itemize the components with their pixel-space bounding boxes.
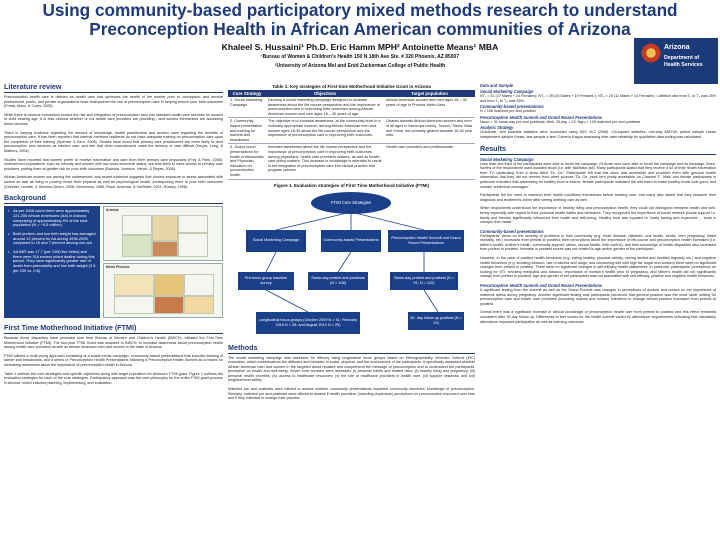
ftmi-p3: Table 1 outlines the core strategies and specific objectives along with target population for Arizona's FTMI grant. Figure 1 outlines the evaluation strategies for each of the core strategies. Participatory approach was the core philosophy for the entire FTMI grant process in Arizona, which included planning, implementing, and evaluation. bbox=[4, 371, 223, 385]
background-item: • AA IMR was 17.7 (per 1000 live births) and there were 316 excess infant deaths during this period. They have significantly greater rate of death from prematurity and low birth weight (3.5 per 100 vs. 0.6) bbox=[8, 250, 96, 274]
map-region bbox=[152, 241, 178, 257]
table-cell: 2. Community-based presentation and training for barbers and beauticians bbox=[228, 118, 266, 144]
metro-phoenix-map bbox=[103, 263, 223, 318]
map-region bbox=[178, 233, 208, 257]
results-community-body2: However, in the case of positive health behaviors (e.g. eating healthy, physical activity, seeing dentist and dentists regularly etc.) and negative health behaviors (e.g. smoking tobacco, use of alcohol and drugs, and consuming diet with high fat, sugar and sodium) there were no significant changes from pretest to posttest. There were no significant changes in self-efficacy health statements. In particular, participants' perceptions on looking for STI, smoking marijuana and tobacco, importance of woman's health prior to pregnancy, and father's health did not significantly change from pretest to posttest. Age and gender of the participants was not associated with self-efficacy, positive and negative health behaviors. bbox=[480, 256, 716, 279]
table-cell: Develop a social marketing campaign designed to increase awareness about the life course perspective and the importance of preconception care in improving birth outcomes among African American women and men ages 18 – 30 years of age. bbox=[266, 97, 384, 118]
results-summit-body2: Overall there was a significant increase in clinical knowledge of preconception health care from pretest to posttest and this effect remained consistent after 30-day follow-up. Differences in test scores for the health summit varied by attendance requirements indicating that mandatory attendance impacted participation as well as learning outcomes. bbox=[480, 310, 716, 324]
results-social-body2: Participants felt the need to research their health conditions themselves before seeking care, and many also stated that they research their diagnosis and treatments online after seeing seeking care as well. bbox=[480, 193, 716, 202]
figure-title: Figure 1. Evaluation strategies of First Time Motherhood Initiative (FTMI) bbox=[274, 182, 429, 188]
authors: Khaleel S. Hussaini¹ Ph.D. Eric Hamm MPH² Antoinette Means¹ MBA bbox=[221, 42, 499, 52]
results-community-body: Participants' views on the severity of problems in their community (e.g. heart disease, diabetes, oral health, stroke, teen pregnancy, infant mortality, etc.) increased from pretest to posttest; their perceptions about the importance of life-course and preconception health increased (i.e. father's health, mother's health, community support, stress, sexual health, birth control); and their knowledge of health disparities also increased from pretest to posttest. Increase in posttest scores was not related to age and/or gender of the participant. bbox=[480, 233, 716, 252]
table-header: Core Strategy bbox=[228, 90, 266, 97]
map-region bbox=[184, 296, 214, 314]
table-header: Target population bbox=[384, 90, 475, 97]
table-row bbox=[228, 118, 475, 144]
table-title: Table 1: Key strategies of First-time Motherhood Initiative Grant in Arizona bbox=[272, 84, 431, 89]
figure-box-followup: 30- day follow-up posttest (N = 23) bbox=[408, 312, 464, 330]
table-cell: Increase awareness about the life course perspective and the importance of preconception care in improving birth outcomes among physicians, health care providers makers, as well as health care policy makers. This increase in knowledge is intended to result in the integration of preconception care into clinical practice and program policies. bbox=[266, 144, 384, 179]
table-cell: African American women and men ages 18 – 30 years of age in Phoenix Metro Area bbox=[384, 97, 475, 118]
table-row bbox=[228, 144, 475, 179]
results-community-title: Community-based presentations bbox=[480, 228, 544, 234]
community-sample-title: Community-based presentations bbox=[480, 104, 544, 110]
methods-title: Methods bbox=[228, 343, 475, 354]
sun-emblem-icon bbox=[640, 42, 662, 64]
map-region bbox=[122, 215, 152, 235]
background-item: • Both preterm and low birth weight has averaged around 12 percent for AA during 1998-2008 compared to 10 and 7 percent among non-AA. bbox=[8, 232, 96, 246]
figure-box-prefocus: Pre-focus group baseline survey bbox=[238, 272, 294, 290]
title-line-1: Using community-based participatory mixed methods research to understand bbox=[42, 0, 678, 20]
figure-box-social: Social Marketing Campaign bbox=[246, 230, 306, 252]
arizona-map-label: Arizona bbox=[106, 208, 119, 213]
lit-review-p1: Preconception health care is defined as health care that optimizes the health of the mother prior to conception; and several professional, public, and private organizations have championed the use of preconception care in helping reduce poor birth outcomes (Freda, Moos, & Curtis, 2006). bbox=[4, 95, 223, 109]
figure-box-sameday-left: Same-day pretest and posttests (N = 108) bbox=[308, 272, 368, 290]
lit-review-p3: There is varying evidence regarding the amount of knowledge, health practitioners and women have regarding the benefits of preconception care. It has been reported that internal medicine residents do not have adequate training on preconception care upon the completion of their training (Spencer & Kern, 2008). Studies have found that primary care practitioners are more likely to view preconception care services as elective care, and feel that other commitments make the delivery of care difficult (Heyes, Long, & Mathers, 2004). bbox=[4, 130, 223, 153]
results-summit-body: A significant finding from the summit as well as the Grand Rounds was changes in perceptions of doctors and nurses on the importance of maternal stress during pregnancy. Another significant finding was participants perceived that general practice was the most 'ideal' setting for preconception care and health care providers (including doctors and nurses) intentions to change clinical practice increased from pretest to posttest. bbox=[480, 288, 716, 306]
figure-box-longitudinal: Longitudinal focus groups (October 2009 N = 51; February 2010 N = 39; and August 2010 N = 25) bbox=[256, 312, 360, 334]
affiliation-2: ²University of Arizona Mel and Enid Zuckerman College of Public Health bbox=[274, 63, 446, 69]
ftmi-title: First Time Motherhood Initiative (FTMI) bbox=[4, 323, 223, 334]
evaluation-figure bbox=[228, 190, 475, 340]
poster-title bbox=[0, 1, 720, 39]
affiliation-1: ¹Bureau of Women & Children's Health 150 N 18th Ave Ste. # 320 Phoenix, AZ 85007 bbox=[260, 54, 460, 60]
results-social-body3: While respondents understood the importance of healthy living and preconception health, they could not distinguish between health and well-being especially with regard to their personal health habits and behaviors. They recognized the importance of social network (social support i.e. family and friends) significantly influenced their health and well-being. Healthy food was equated to "nasty tasting and expensive…. soda is cheaper then water." bbox=[480, 206, 716, 225]
table-cell: 1. Social Marketing Campaign bbox=[228, 97, 266, 118]
ftmi-p1: Because these disparities have persisted over time Bureau of Women and Children's Health (BWCH), initiated the First-Time Motherhood Initiative (FTMI). The two-year FTMI Grant was awarded to BWCH, to increase awareness about preconception health among health care providers as well as African American men and women in the state of Arizona. bbox=[4, 336, 223, 350]
summit-sample-body: Nsum = 91 same-day pre and posttests; Nfoll. 30-day = 23; Ngro = 120 matched pre and posttests bbox=[480, 119, 641, 124]
results-summit-title: Preconception Health Summit and Grand Round Presentations bbox=[480, 283, 603, 289]
table-cell: 3. Grand round presentations for health professionals and Physician education on preconception health bbox=[228, 144, 266, 179]
social-sample-title: Social Marketing Campaign bbox=[480, 89, 534, 94]
poster-header bbox=[0, 0, 720, 82]
logo-line-3: Health Services bbox=[664, 62, 703, 68]
metro-phoenix-map-label: Metro Phoenix bbox=[106, 265, 130, 270]
community-sample-body: N = 108 matched pre and posttest bbox=[480, 109, 536, 114]
column-left bbox=[4, 82, 223, 540]
analytic-body: Univariate, and bivariate statistics were conducted using SAS v9.2 (2008). Chi-square statistics, one-way ANOVA, paired sample t-tests independent sample t-tests, one-sample z-test; Cohen's Kappa assessing inter-rater reliability for qualitative data coding was calculated. bbox=[480, 130, 716, 139]
table-header: Objectives bbox=[266, 90, 384, 97]
methods-p2: Matched pre and posttests were utilized to assess whether community presentations impacted community members' knowledge of preconception. Similarly, matched pre and posttests were utilized to assess if health providers' (including physicians) perceptions on preconception improved over time and if they intended to change their practice. bbox=[228, 387, 475, 401]
data-sample-title: Data and Sample bbox=[480, 83, 513, 88]
background-bullets bbox=[4, 206, 100, 318]
results-title: Results bbox=[480, 144, 716, 155]
results-social-title: Social Marketing Campaign bbox=[480, 156, 534, 162]
background-item: • As per 2008 count there were approximately 221,258 African Americans (AA) in Arizona comprising of approximately 4% of the total population (N = ~6.5 million). bbox=[8, 209, 96, 228]
results-social-body1: Less than one-third of the participants were able to recall the campaign. Of those who were able to recall the campaign and its message, three-fourths of the respondents used assisted recall (i.e. with facilitator aid). Many participants stated that they receive a lot of their health information from TV, particularly from a show titled "Dr. Oz." Participants felt that this show was accessible and provided them with genuine health information that they did not receive from other sources "Dr. Oz, yeah he's pretty accessible on Channel 3". Male and female participants in particular indicated that advertising for healthy food is scarce, female participants indicated the ads need to make healthy foods look good, and contain 'subliminal messages.' bbox=[480, 161, 716, 189]
adhs-logo bbox=[634, 38, 718, 84]
map-region bbox=[184, 274, 214, 296]
figure-box-community: Community-based Presentations bbox=[321, 230, 381, 252]
map-region bbox=[152, 215, 178, 241]
title-line-2: Preconception Health in African American communities of Arizona bbox=[89, 19, 631, 39]
lit-review-p2: While there is obvious momentum toward the rise and integration of preconception care into standard health care services for women of child bearing age, it is less obvious whether or not health care providers are providing , and women themselves are accessing these services. bbox=[4, 112, 223, 126]
map-region bbox=[114, 296, 154, 314]
table-cell: Geared towards African American women and men of all ages in Maricopa county, Tucson, Sierra Vista and Yuma, but primarily geared towards 18-30 year olds. bbox=[384, 118, 475, 144]
logo-line-2: Department of bbox=[664, 55, 700, 61]
column-middle bbox=[228, 82, 475, 540]
table-cell: Health care providers and professionals bbox=[384, 144, 475, 179]
ftmi-p2: FTMI utilized a multi prong approach consisting of a social media campaign, community-based presentations that included training of barber and beauticians, and a series of Preconception Health Presentations following a Preconception Health Summit as a means for increasing awareness about the importance of preconception health in Arizona. bbox=[4, 353, 223, 368]
social-sample-body: NT₁ = 51 (27 Males + 24 Females); NT₂ = 39 (20 Males + 19 Females ); NT₃ = 25 (11 Males + 14 Females) = Attrition rate from T₁ to T₂ was 25% and from T₁ to T₃ was 35%. bbox=[480, 94, 716, 103]
map-region bbox=[178, 215, 208, 233]
logo-line-1: Arizona bbox=[664, 44, 690, 51]
strategies-table bbox=[228, 90, 475, 180]
analytic-title: Analytic Strategy bbox=[480, 125, 514, 131]
table-cell: The objective is to increase awareness, at the community level in a culturally appropriate manner, among African American men and women ages 18-30 about the life course perspective and the importance of preconception care in improving birth outcomes. bbox=[266, 118, 384, 144]
figure-center-node: FTMI Core Strategies bbox=[311, 192, 391, 214]
lit-review-p5: African American women are among the underserved; and recent evidence suggests that chronic exposure to stress associated with racism as well as living in poverty erode their physical as well as psychological health, predisposing them to poor birth outcomes (Sheeder, Lezotte, & Stevens-Simon, 2006; Geronimus, 1996; Rush, Andrews, & Garfinkel, 2001; Rowley, 1998). bbox=[4, 175, 223, 189]
lit-review-title: Literature review bbox=[4, 82, 223, 93]
column-right bbox=[480, 82, 716, 540]
table-row bbox=[228, 97, 475, 118]
summit-sample-title: Preconception Health Summit and Grand Round Presentations bbox=[480, 114, 603, 120]
figure-box-summit: Preconception Health Summit and Grand Round Presentations bbox=[388, 230, 464, 252]
arizona-map bbox=[103, 206, 223, 261]
maps bbox=[103, 206, 223, 318]
map-region bbox=[114, 274, 154, 296]
background-row bbox=[4, 206, 223, 318]
map-region bbox=[154, 296, 184, 314]
map-region bbox=[154, 274, 184, 296]
figure-box-sameday-right: Same-day pretest and posttest (N = 91; N = 120) bbox=[390, 272, 458, 290]
methods-p1: The social marketing campaign was assessed for efficacy using longitudinal focus groups based on Ethnographically Informed Cultural (EIC) evaluation, which contextualizes the attitudes and behavior in social, physical, and the environment of the participants. It specifically assessed whether African American men and women in the targeted areas recalled and comprehend the message of preconception and to understand the participants' perception on health and well-being. Seven core domains were assessed: (i) personal habits and related risks; (ii) healthy living and pregnancy; (iii) personal health priorities; (iv) access to healthcare resources; (v) the role of healthcare providers in health care; (vi) support networks, and (vii) neighborhood safety. bbox=[228, 355, 475, 383]
lit-review-p4: Studies have reported that women prefer to receive information and care from their primary care physicians (Frey & Files, 2006); underserved populations, such as minority and women with low socio-economic status, are less likely to have access to primary care providers, putting them at greater risk for poor birth outcomes (Baduza, Johnson, Hench, & Reyes, 2008). bbox=[4, 157, 223, 171]
background-title: Background bbox=[4, 193, 223, 204]
map-region bbox=[122, 235, 152, 257]
table-header-row bbox=[228, 90, 475, 97]
